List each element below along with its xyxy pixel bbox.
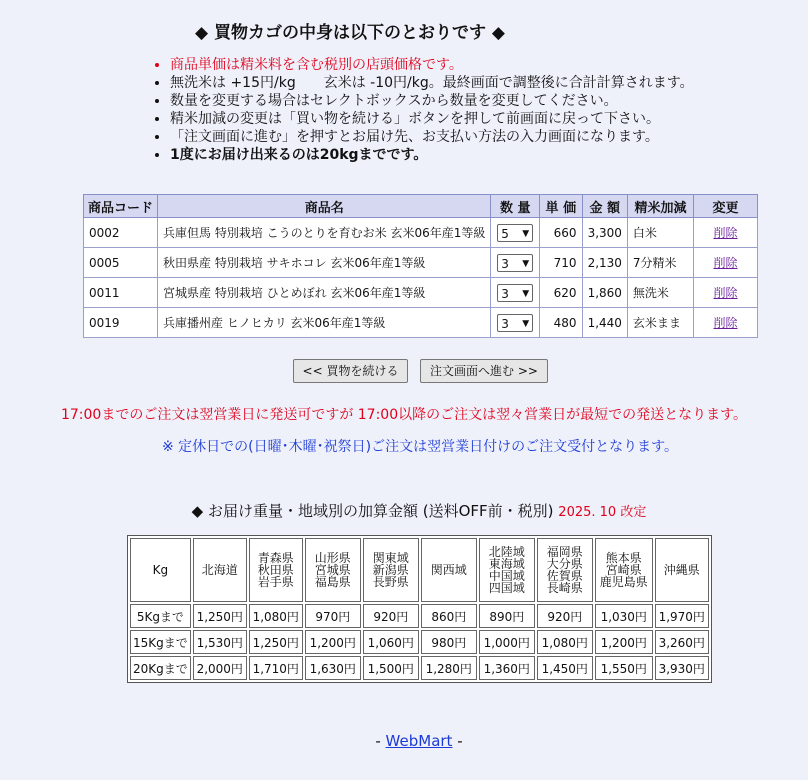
fee-cell: 1,450円 (537, 656, 593, 680)
quantity-select[interactable]: 5 ▼ (497, 224, 533, 242)
region-header: 熊本県 宮崎県 鹿児島県 (595, 538, 653, 602)
weight-label: 15Kgまで (130, 630, 191, 654)
col-header-polish: 精米加減 (627, 195, 693, 218)
cart-notes (150, 56, 808, 164)
delete-link[interactable]: 削除 (713, 286, 738, 300)
col-header-code: 商品コード (84, 195, 158, 218)
region-header: 福岡県 大分県 佐賀県 長崎県 (537, 538, 593, 602)
shipping-fee-title: ◆ お届け重量・地域別の加算金額 (送料OFF前・税別) 2025. 10 改定 (191, 502, 647, 520)
item-amount: 2,130 (582, 248, 627, 278)
delete-link[interactable]: 削除 (713, 226, 738, 240)
fee-row (130, 604, 709, 628)
fee-cell: 1,060円 (363, 630, 419, 654)
fee-cell: 1,630円 (305, 656, 361, 680)
col-header-amount: 金 額 (582, 195, 627, 218)
fee-cell: 1,530円 (193, 630, 247, 654)
fee-cell: 1,280円 (421, 656, 477, 680)
fee-cell: 920円 (363, 604, 419, 628)
cart-row (84, 218, 758, 248)
region-header: 山形県 宮城県 福島県 (305, 538, 361, 602)
fee-cell: 970円 (305, 604, 361, 628)
fee-cell: 1,250円 (193, 604, 247, 628)
fee-row (130, 630, 709, 654)
chevron-down-icon: ▼ (522, 288, 530, 299)
webmart-link[interactable]: WebMart (385, 732, 453, 750)
cart-row (84, 278, 758, 308)
note-item: • 「注文画面に進む」を押すとお届け先、お支払い方法の入力画面になります。 (170, 128, 808, 146)
region-header: 青森県 秋田県 岩手県 (249, 538, 303, 602)
fee-cell: 2,000円 (193, 656, 247, 680)
quantity-select[interactable]: 3 ▼ (497, 284, 533, 302)
item-code: 0011 (84, 278, 158, 308)
fee-cell: 1,550円 (595, 656, 653, 680)
col-header-qty: 数 量 (491, 195, 540, 218)
region-header: 北海道 (193, 538, 247, 602)
region-header: 関東域 新潟県 長野県 (363, 538, 419, 602)
fee-cell: 1,200円 (305, 630, 361, 654)
continue-shopping-button[interactable]: << 買物を続ける (293, 359, 408, 383)
col-header-action: 変更 (694, 195, 758, 218)
fee-cell: 1,970円 (655, 604, 709, 628)
item-polish: 7分精米 (627, 248, 693, 278)
item-code: 0019 (84, 308, 158, 338)
weight-label: 20Kgまで (130, 656, 191, 680)
item-code: 0002 (84, 218, 158, 248)
item-price: 620 (540, 278, 582, 308)
fee-cell: 1,030円 (595, 604, 653, 628)
item-name: 秋田県産 特別栽培 サキホコレ 玄米06年産1等級 (158, 248, 491, 278)
note-item: • 商品単価は精米料を含む税別の店頭価格です。 (170, 56, 808, 74)
region-header: Kg (130, 538, 191, 602)
item-price: 710 (540, 248, 582, 278)
item-amount: 1,440 (582, 308, 627, 338)
fee-cell: 1,360円 (479, 656, 535, 680)
quantity-select[interactable]: 3 ▼ (497, 254, 533, 272)
holiday-notice: ※ 定休日での(日曜･木曜･祝祭日)ご注文は翌営業日付けのご注文受付となります。 (162, 439, 678, 455)
shipping-cutoff-notice: 17:00までのご注文は翌営業日に発送可ですが 17:00以降のご注文は翌々営業日が最短での発送となります。 (60, 407, 748, 423)
item-amount: 1,860 (582, 278, 627, 308)
fee-cell: 1,200円 (595, 630, 653, 654)
quantity-select[interactable]: 3 ▼ (497, 314, 533, 332)
note-item: • 無洗米は +15円/kg 玄米は -10円/kg。最終画面で調整後に合計計算されます。 (170, 74, 808, 92)
col-header-name: 商品名 (158, 195, 491, 218)
item-code: 0005 (84, 248, 158, 278)
fee-cell: 1,250円 (249, 630, 303, 654)
item-polish: 白米 (627, 218, 693, 248)
checkout-button[interactable]: 注文画面へ進む >> (420, 359, 548, 383)
chevron-down-icon: ▼ (522, 318, 530, 329)
note-item: • 精米加減の変更は「買い物を続ける」ボタンを押して前画面に戻って下さい。 (170, 110, 808, 128)
delete-link[interactable]: 削除 (713, 256, 738, 270)
note-item: • 1度にお届け出来るのは20kgまでです。 (170, 146, 808, 164)
cart-header-row (84, 195, 758, 218)
item-price: 660 (540, 218, 582, 248)
region-header: 沖縄県 (655, 538, 709, 602)
chevron-down-icon: ▼ (522, 258, 530, 269)
fee-cell: 1,080円 (249, 604, 303, 628)
weight-label: 5Kgまで (130, 604, 191, 628)
item-name: 宮城県産 特別栽培 ひとめぼれ 玄米06年産1等級 (158, 278, 491, 308)
fee-row (130, 656, 709, 680)
region-header: 関西域 (421, 538, 477, 602)
col-header-price: 単 価 (540, 195, 582, 218)
shipping-fee-table (127, 535, 712, 683)
fee-cell: 920円 (537, 604, 593, 628)
fee-cell: 1,710円 (249, 656, 303, 680)
item-name: 兵庫但馬 特別栽培 こうのとりを育むお米 玄米06年産1等級 (158, 218, 491, 248)
fee-cell: 980円 (421, 630, 477, 654)
region-header-row (130, 538, 709, 602)
item-name: 兵庫播州産 ヒノヒカリ 玄米06年産1等級 (158, 308, 491, 338)
fee-cell: 1,500円 (363, 656, 419, 680)
cart-table (83, 194, 758, 338)
cart-row (84, 308, 758, 338)
region-header: 北陸域 東海域 中国域 四国域 (479, 538, 535, 602)
note-item: • 数量を変更する場合はセレクトボックスから数量を変更してください。 (170, 92, 808, 110)
footer: - WebMart - (375, 732, 463, 750)
item-polish: 玄米まま (627, 308, 693, 338)
fee-cell: 1,080円 (537, 630, 593, 654)
fee-cell: 890円 (479, 604, 535, 628)
fee-cell: 1,000円 (479, 630, 535, 654)
fee-cell: 860円 (421, 604, 477, 628)
delete-link[interactable]: 削除 (713, 316, 738, 330)
cart-row (84, 248, 758, 278)
item-amount: 3,300 (582, 218, 627, 248)
chevron-down-icon: ▼ (522, 228, 530, 239)
revision-date: 2025. 10 改定 (558, 505, 647, 520)
cart-title: ◆ 買物カゴの中身は以下のとおりです ◆ (195, 23, 505, 43)
item-polish: 無洗米 (627, 278, 693, 308)
item-price: 480 (540, 308, 582, 338)
fee-cell: 3,260円 (655, 630, 709, 654)
fee-cell: 3,930円 (655, 656, 709, 680)
